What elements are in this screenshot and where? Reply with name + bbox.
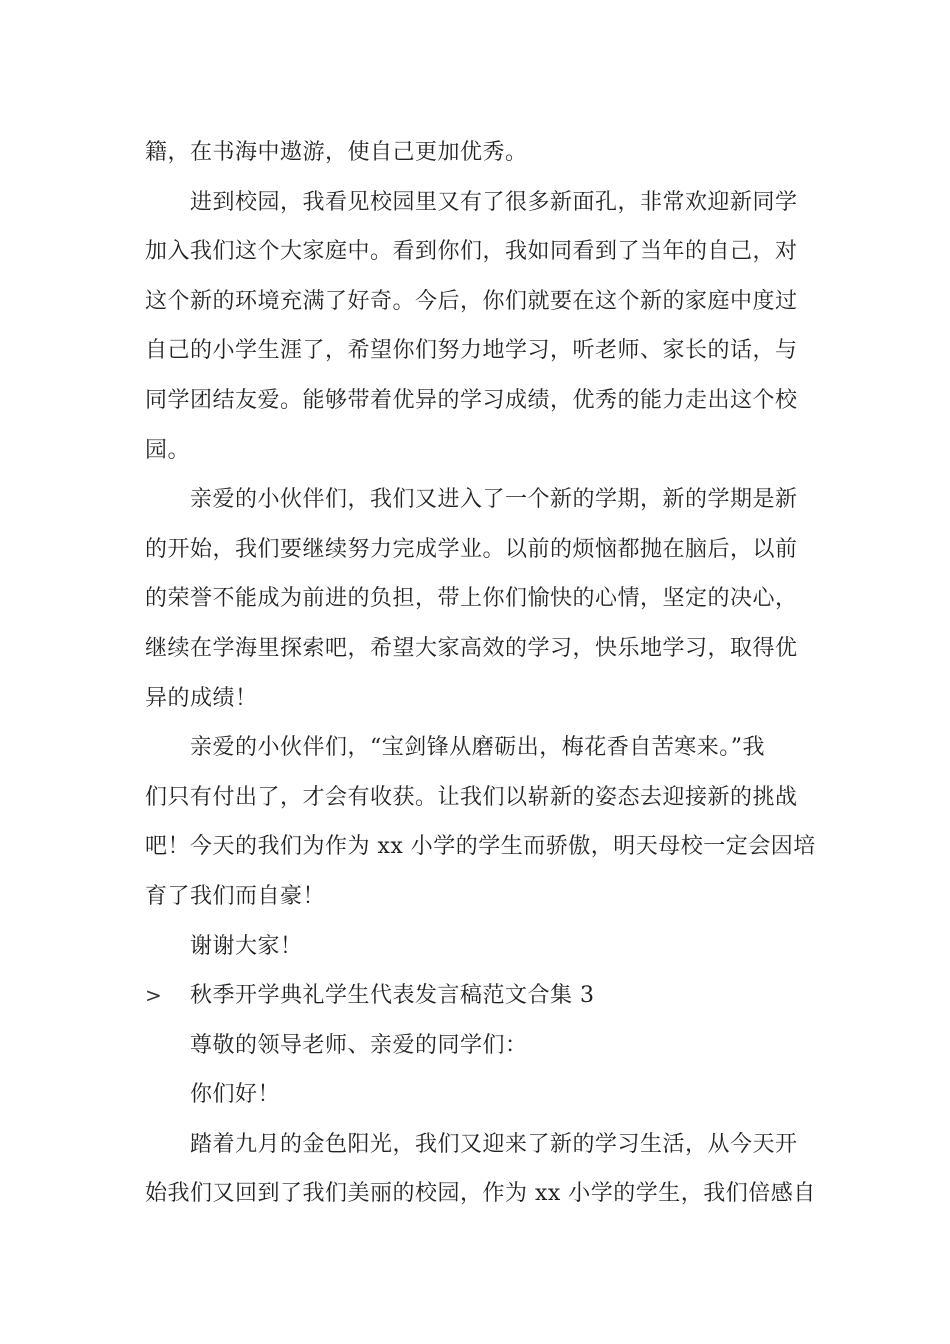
text-line: 的荣誉不能成为前进的负担，带上你们愉快的心情，坚定的决心， [145,586,798,612]
text-line: 亲爱的小伙伴们，“宝剑锋从磨砺出，梅花香自苦寒来。”我 [190,735,765,761]
text-line: 异的成绩！ [145,685,258,711]
text-line: 这个新的环境充满了好奇。今后，你们就要在这个新的家庭中度过 [145,288,798,314]
text-line: 你们好！ [190,1082,281,1108]
text-line: 的开始，我们要继续努力完成学业。以前的烦恼都抛在脑后，以前 [145,536,798,562]
text-line: 籍，在书海中遨游，使自己更加优秀。 [145,140,528,165]
text-line: 谢谢大家！ [190,933,303,959]
text-line: 始我们又回到了我们美丽的校园，作为 xx 小学的学生，我们倍感自 [145,1181,816,1207]
section-heading [145,971,805,1021]
document-page [145,128,816,1219]
text-line: 亲爱的小伙伴们，我们又进入了一个新的学期，新的学期是新 [190,487,798,513]
text-line: 育了我们而自豪！ [145,883,326,909]
text-line: 们只有付出了，才会有收获。让我们以崭新的姿态去迎接新的挑战 [145,784,798,810]
text-line: 同学团结友爱。能够带着优异的学习成绩，优秀的能力走出这个校 [145,387,798,413]
text-line: 进到校园，我看见校园里又有了很多新面孔，非常欢迎新同学 [190,189,798,215]
text-line: 踏着九月的金色阳光，我们又迎来了新的学习生活，从今天开 [190,1131,798,1157]
text-line: 园。 [145,437,191,463]
section-heading-text: 秋季开学典礼学生代表发言稿范文合集 3 [190,983,595,1009]
text-line: 自己的小学生涯了，希望你们努力地学习，听老师、家长的话，与 [145,338,798,364]
text-line: 继续在学海里探索吧，希望大家高效的学习，快乐地学习，取得优 [145,635,798,661]
text-line: 吧！今天的我们为作为 xx 小学的学生而骄傲，明天母校一定会因培 [145,834,816,860]
text-line: 尊敬的领导老师、亲爱的同学们： [190,1032,528,1058]
text-line: 加入我们这个大家庭中。看到你们，我如同看到了当年的自己，对 [145,239,798,265]
chevron-right-icon: > [145,983,163,1008]
